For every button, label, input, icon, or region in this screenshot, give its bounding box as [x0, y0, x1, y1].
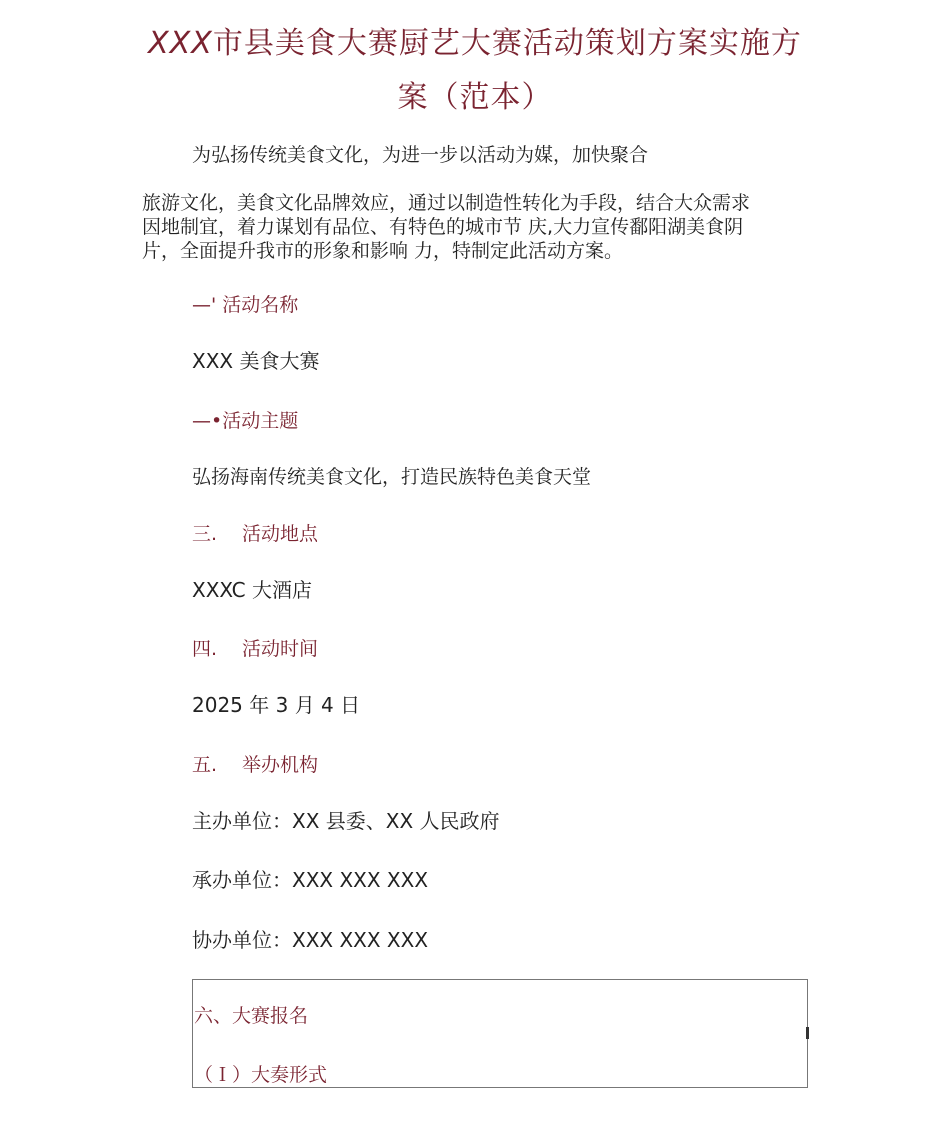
section-6-subheading: （Ｉ）大奏形式	[194, 1064, 328, 1086]
section-5-number: 五.	[192, 754, 218, 776]
title-prefix: XXX	[148, 26, 213, 61]
co-organizer: 协办单位：XXX XXX XXX	[192, 928, 429, 952]
section-1-content: XXX 美食大赛	[192, 349, 320, 373]
section-4-number: 四.	[192, 638, 218, 660]
host-organizer: 主办单位：XX 县委、XX 人民政府	[192, 809, 500, 833]
section-3-heading	[192, 519, 318, 546]
section-4-title: 活动时间	[242, 638, 319, 660]
section-4-heading	[192, 634, 318, 661]
section-1-heading: —' 活动名称	[192, 294, 299, 316]
document-title-line-2: 案（范本）	[397, 80, 553, 115]
box-edge-mark	[806, 1027, 809, 1039]
section-2-content: 弘扬海南传统美食文化，打造民族特色美食天堂	[192, 466, 592, 488]
section-3-content: XXXC 大酒店	[192, 578, 312, 602]
section-2-heading: —•活动主题	[192, 410, 299, 432]
undertaking-organizer: 承办单位：XXX XXX XXX	[192, 868, 429, 892]
section-5-title: 举办机构	[242, 754, 319, 776]
section-3-number: 三.	[192, 523, 218, 545]
section-6-heading: 六、大赛报名	[194, 1005, 309, 1027]
intro-line-1: 为弘扬传统美食文化，为进一步以活动为媒，加快聚合	[192, 144, 649, 166]
document-title-line-1	[0, 18, 950, 62]
intro-line-2: 旅游文化，美食文化品牌效应，通过以制造性转化为手段，结合大众需求	[142, 192, 751, 214]
section-4-content: 2025 年 3 月 4 日	[192, 693, 361, 717]
section-3-title: 活动地点	[242, 523, 319, 545]
title-text: 市县美食大赛厨艺大赛活动策划方案实施方	[212, 26, 802, 61]
intro-line-3: 因地制宜，着力谋划有品位、有特色的城市节 庆,大力宣传鄱阳湖美食阴	[142, 216, 744, 238]
intro-line-4: 片，全面提升我市的形象和影响 力，特制定此活动方案。	[142, 240, 624, 262]
section-5-heading	[192, 750, 318, 777]
